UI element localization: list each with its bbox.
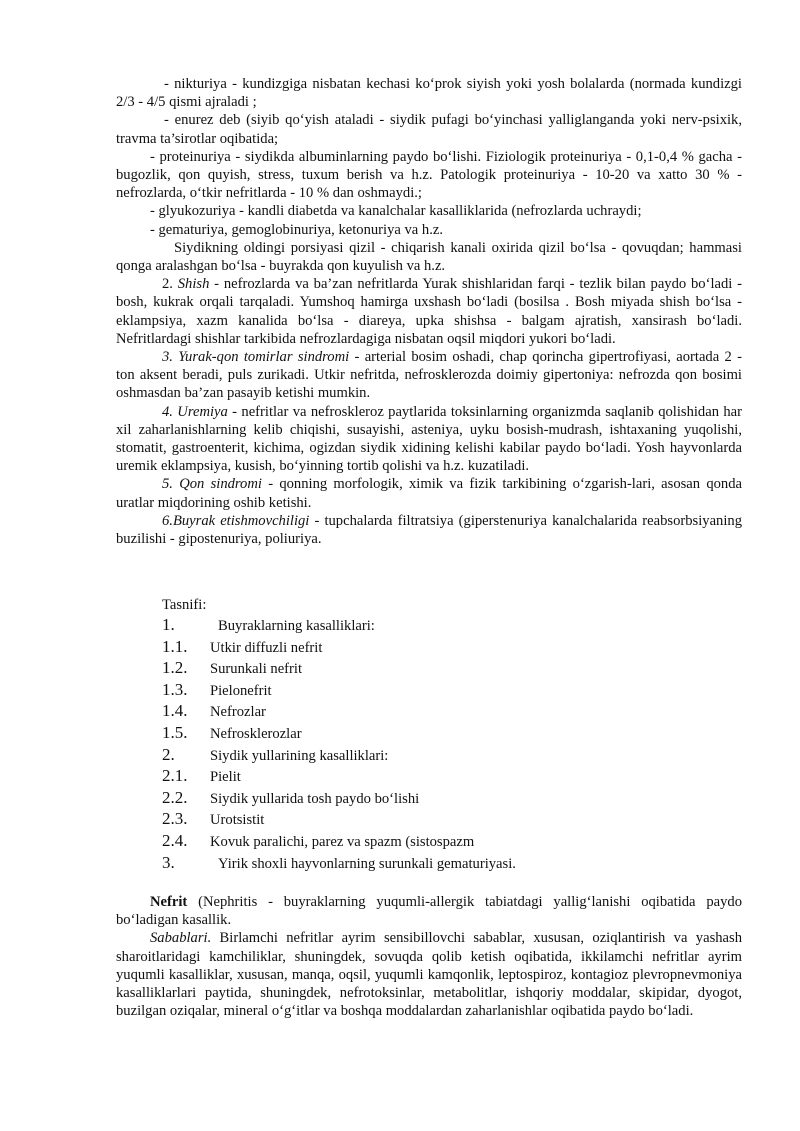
list-item-text: Urotsistit — [210, 812, 265, 829]
yurak-qon-text: - arterial bosim oshadi, chap qorincha gipertrofiyasi, aortada 2 - ton aksent beradi, puls zurikadi. Utkir nefritda, nefrosklerozda doimiy gipertoniya: nefrozda qon bosimi oshmasdan ba’zan pasayib ketishi mumkin. — [116, 349, 742, 402]
list-item-text: Nefrozlar — [210, 704, 266, 721]
list-item-text: Siydik yullarida tosh paydo bo‘lishi — [210, 790, 420, 807]
nefrit-text: (Nephritis - buyraklarning yuqumli-allergik tabiatdagi yallig‘lanishi oqibatida paydo bo‘ladigan kasallik. — [116, 894, 742, 929]
list-item-number: 1.1. — [162, 636, 188, 656]
list-item-text: Pielit — [210, 769, 241, 786]
qon-sindromi-term: 5. Qon sindromi — [162, 476, 262, 493]
list-item-text: Pielonefrit — [210, 682, 272, 699]
nefrit-section — [116, 893, 742, 1020]
sabablari-term: Sabablari. — [150, 930, 212, 947]
list-item — [162, 854, 742, 876]
uremiya-term: 4. Uremiya — [162, 403, 228, 420]
list-item — [162, 832, 742, 854]
list-item — [162, 810, 742, 832]
shish-term: Shish — [177, 276, 210, 293]
buyrak-etishmovchiligi-text: - tupchalarda filtratsiya (giperstenuriya kanalchalarida reabsorbsiyaning buzilishi - gipostenuriya, poliuriya. — [116, 512, 743, 548]
list-item-text: Nefrosklerozlar — [210, 725, 302, 742]
paragraph-uremiya — [116, 403, 742, 476]
list-item-number: 2.3. — [162, 809, 188, 829]
list-item — [162, 702, 742, 724]
paragraph-enurez: - enurez deb (siyib qo‘yish ataladi - siydik pufagi bo‘yinchasi yalliglanganda yoki nerv-psixik, travma ta’sirotlar oqibatida; — [116, 112, 742, 147]
list-item-number: 2. — [162, 744, 175, 764]
paragraph-proteinuriya: - proteinuriya - siydikda albuminlarning paydo bo‘lishi. Fiziologik proteinuriya - 0,1-0,4 % gacha - bugozlik, qon quyish, stress, tuxum berish va h.z. Patologik proteinuriya - 10-20 va xatto 30 % - nefrozlarda, o‘tkir nefritlarda - 10 % dan oshmaydi.; — [116, 148, 742, 202]
list-item-text: Buyraklarning kasalliklari: — [218, 618, 375, 634]
list-item-number: 1.5. — [162, 722, 188, 742]
list-item — [162, 789, 742, 811]
list-item-number: 2.1. — [162, 766, 188, 786]
paragraph-siydik-porsiyasi: Siydikning oldingi porsiyasi qizil - chiqarish kanali oxirida qizil bo‘lsa - qovuqdan; hammasi qonga aralashgan bo‘lsa - buyrakda qon kuyulish va h.z. — [116, 239, 742, 275]
list-item-text: Yirik shoxli hayvonlarning surunkali gematuriyasi. — [218, 855, 516, 872]
list-item-number: 1.2. — [162, 658, 188, 678]
paragraph-qon-sindromi — [116, 475, 742, 511]
list-item-number: 3. — [162, 852, 175, 872]
buyrak-etishmovchiligi-term: 6.Buyrak etishmovchiligi — [162, 512, 310, 529]
list-item-text: Surunkali nefrit — [210, 661, 303, 678]
list-item-number: 2.2. — [162, 787, 188, 807]
paragraph-gematuriya: - gematuriya, gemoglobinuriya, ketonuriya va h.z. — [150, 221, 444, 238]
nefrit-term: Nefrit — [150, 894, 188, 910]
list-item-number: 1. — [162, 615, 175, 634]
list-item — [162, 746, 742, 768]
list-item — [162, 616, 742, 638]
list-item — [162, 681, 742, 703]
list-item — [162, 638, 742, 660]
list-item-text: Utkir diffuzli nefrit — [210, 639, 323, 656]
qon-sindromi-text: - qonning morfologik, ximik va fizik tarkibining o‘zgarish-lari, asosan qonda uratlar miqdorining oshib ketishi. — [116, 476, 742, 511]
paragraph-sabablari — [116, 929, 742, 1020]
paragraph-buyrak-etishmovchiligi — [116, 512, 742, 548]
shish-number: 2. — [162, 276, 178, 293]
yurak-qon-term: 3. Yurak-qon tomirlar sindromi — [162, 349, 350, 366]
classification-title: Tasnifi: — [162, 597, 207, 613]
list-item — [162, 724, 742, 746]
paragraph-nefrit — [116, 893, 742, 929]
list-item-text: Siydik yullarining kasalliklari: — [210, 747, 389, 764]
list-item-text: Kovuk paralichi, parez va spazm (sistospazm — [210, 833, 475, 850]
paragraph-glyukozuriya: - glyukozuriya - kandli diabetda va kanalchalar kasalliklarida (nefrozlarda uchraydi; — [150, 203, 642, 220]
symptoms-section — [116, 75, 742, 548]
classification-list — [162, 596, 742, 875]
paragraph-nikturiya: - nikturiya - kundizgiga nisbatan kechasi ko‘prok siyish yoki yosh bolalarda (normada kundizgi 2/3 - 4/5 qismi ajraladi ; — [116, 76, 742, 111]
uremiya-text: - nefritlar va nefroskleroz paytlarida toksinlarning organizmda saqlanib qolishidan har xil zaharlanishlarning kelib chiqishi, susayishi, asteniya, uyku bosish-mudrash, ishtaxaning yuqolishi, stomatit, gastroenterit, kichima, ogizdan siydik xidining kelishi kabilar paydo bo‘ladi. Yosh hayvonlarda uremik eklampsiya, kusish, bo‘yinning tortib qolishi va h.z. kuzatiladi. — [116, 403, 742, 475]
list-item-number: 1.3. — [162, 679, 188, 699]
list-item — [162, 767, 742, 789]
paragraph-yurak-qon — [116, 348, 742, 403]
list-item-number: 2.4. — [162, 830, 188, 850]
list-item — [162, 659, 742, 681]
sabablari-text: Birlamchi nefritlar ayrim sensibillovchi sabablar, xususan, oziqlantirish va yashash sharoitlaridagi kamchiliklar, shuningdek, sovuqda qolib ketish oqibatida, ikkilamchi nefritlar ayrim yuqumli kasalliklar, xususan, manqa, oqsil, yuqumli kamqonlik, leptospiroz, kontagioz plevropnevmoniya kasalliklarlari paytida, shuningdek, nefrotoksinlar, metabolitlar, ishqoriy moddalar, skipidar, dyogot, buzilgan oziqalar, mineral o‘g‘itlar va boshqa moddalardan zaharlanishlar oqibatida paydo bo‘ladi. — [116, 930, 742, 1020]
shish-text: - nefrozlarda va ba’zan nefritlarda Yurak shishlaridan farqi - tezlik bilan paydo bo‘ladi - bosh, kukrak orqali tarqaladi. Yumshoq hamirga uxshash bo‘ladi (bosilsa . Bosh miyada shish bo‘lsa - eklampsiya, xazm kanalida bo‘lsa - diareya, upka shishsa - balgam ajratish, xansirash bo‘ladi. Nefritlardagi shishlar tarkibida nefrozlardagiga nisbatan oqsil miqdori yukori bo‘ladi. — [116, 276, 742, 347]
list-item-number: 1.4. — [162, 701, 188, 721]
paragraph-shish — [116, 275, 742, 348]
